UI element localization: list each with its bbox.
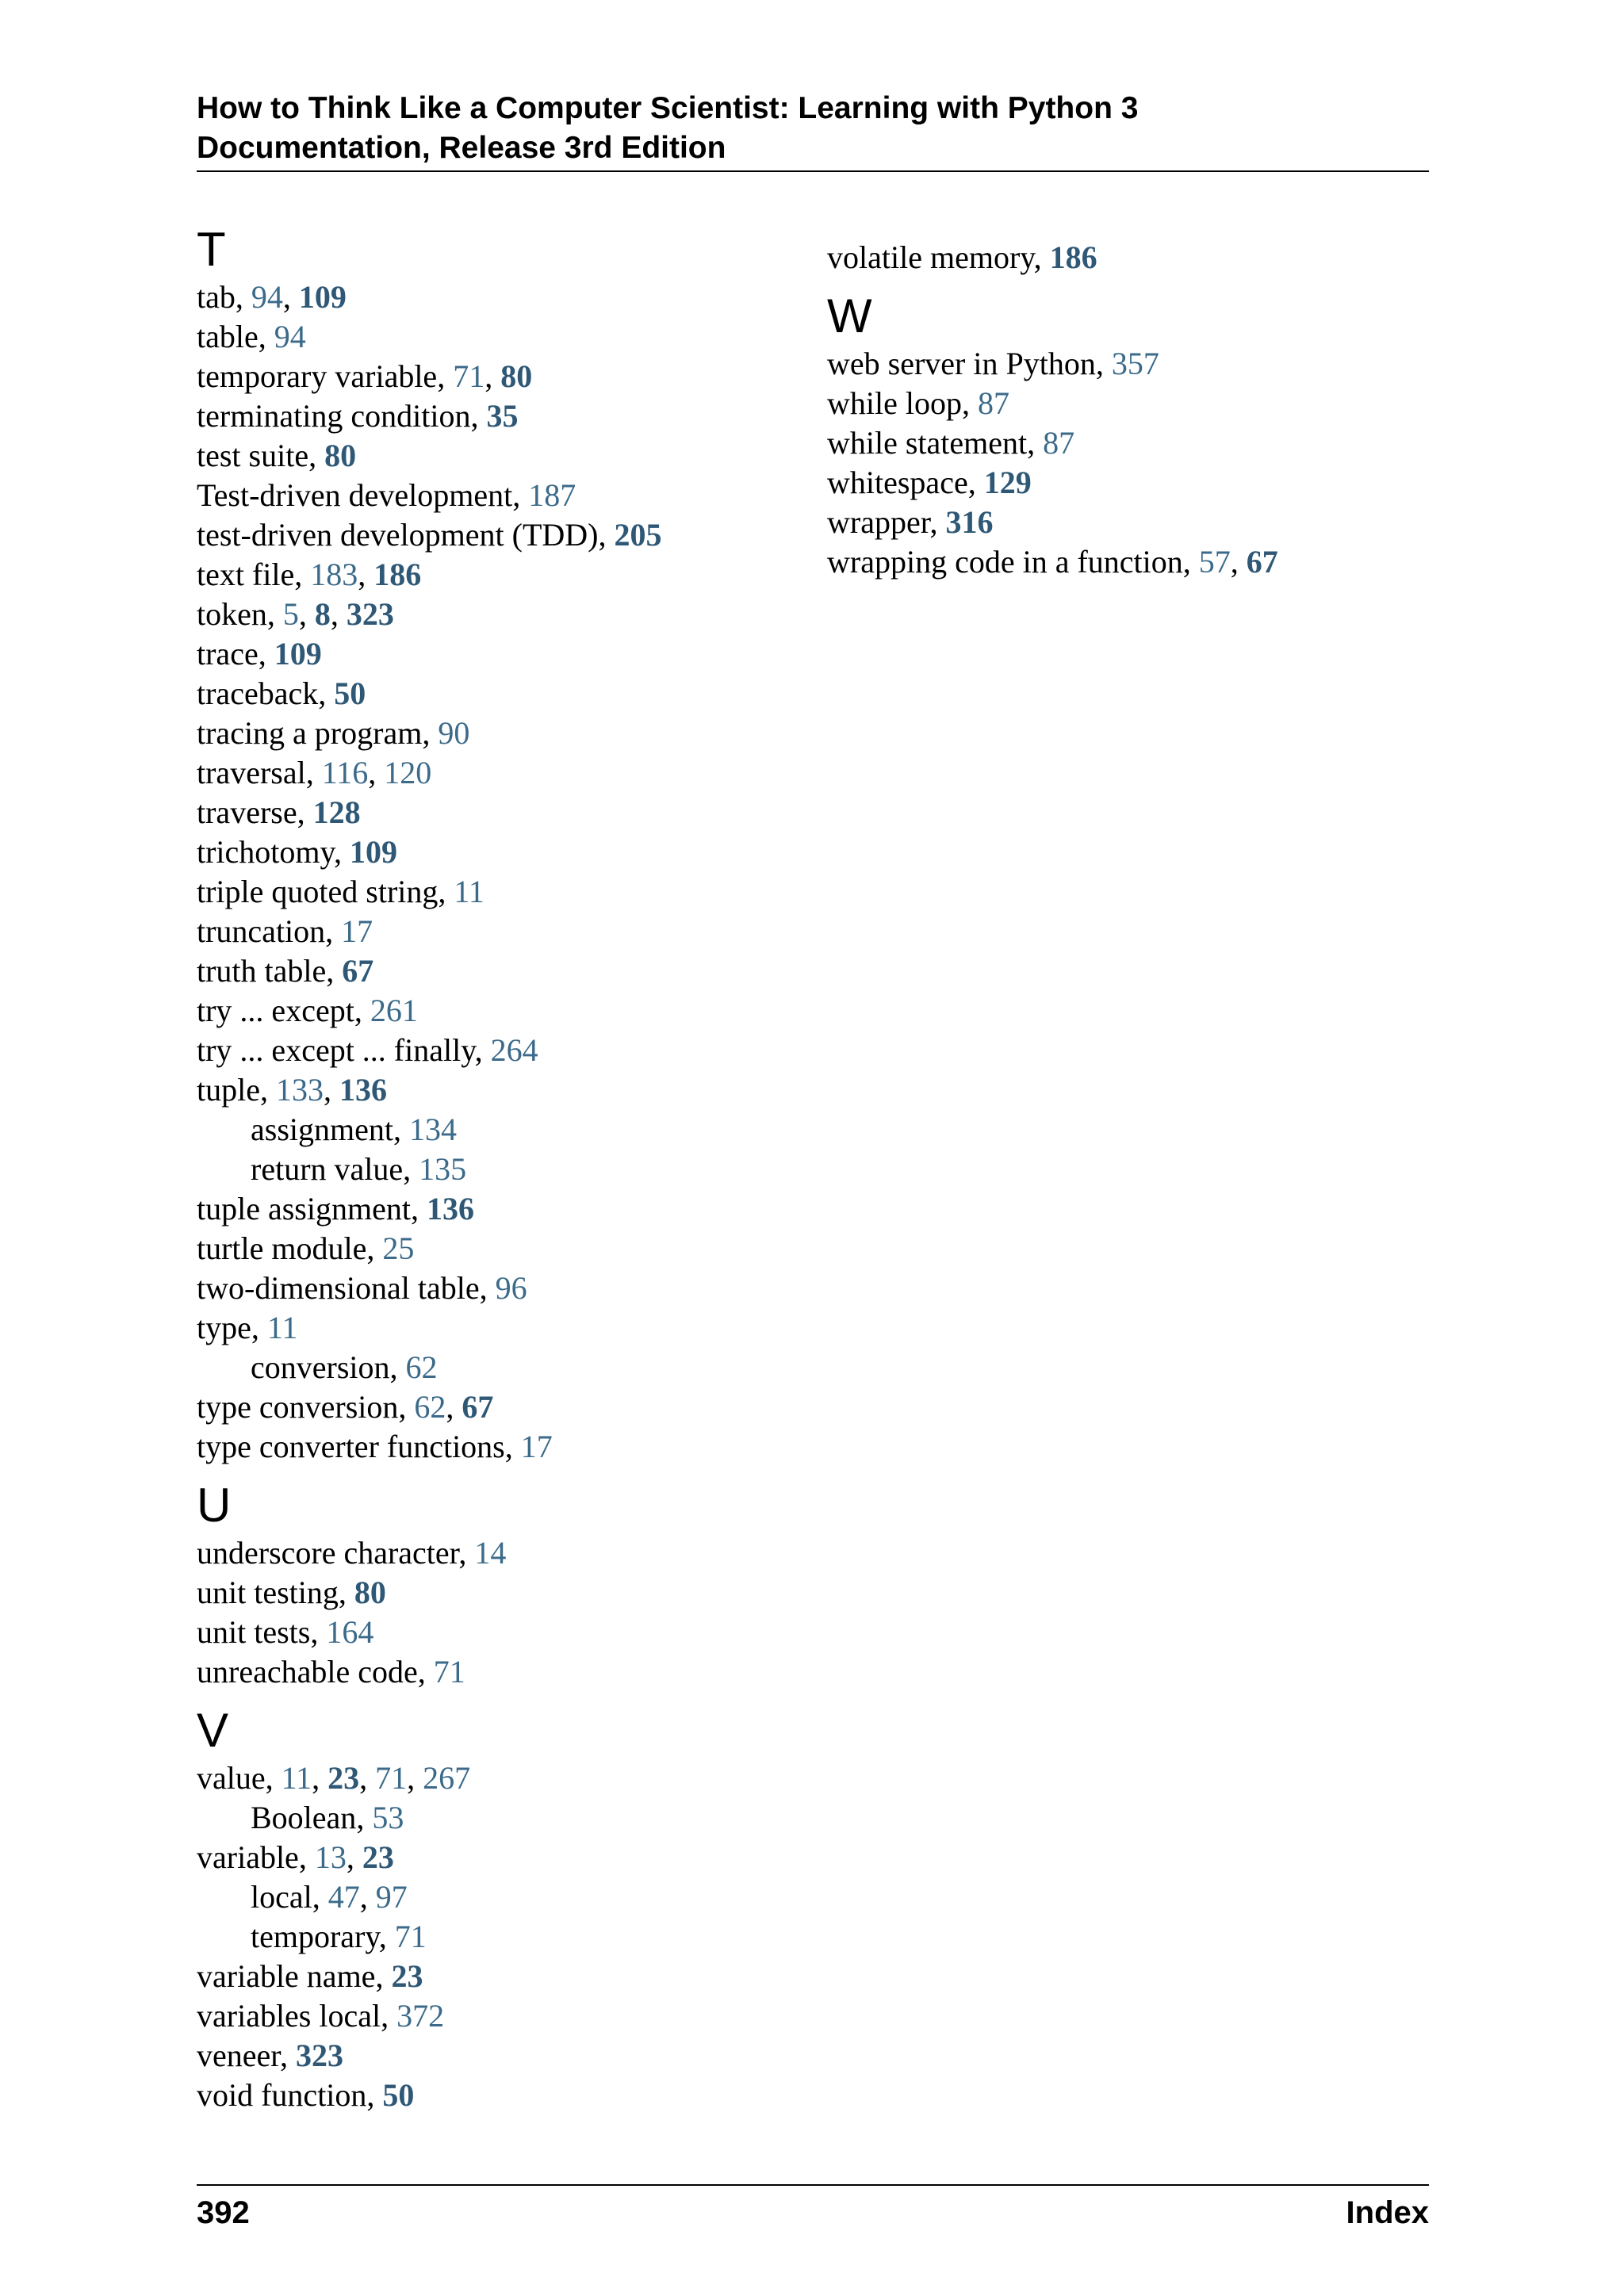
index-entry: test suite, 80 (197, 438, 357, 473)
page-link[interactable]: 133 (275, 1072, 324, 1108)
index-entry: volatile memory, 186 (827, 239, 1097, 275)
index-term: truncation (197, 913, 326, 949)
index-entry: trace, 109 (197, 636, 322, 672)
index-term: traceback (197, 675, 319, 711)
index-term: unreachable code (197, 1654, 418, 1689)
index-entry: variables local, 372 (197, 1998, 445, 2034)
index-term: whitespace (827, 465, 968, 500)
page-link[interactable]: 135 (419, 1151, 467, 1187)
page-link[interactable]: 183 (310, 557, 358, 592)
page-link[interactable]: 62 (405, 1349, 438, 1385)
index-entry: test-driven development (TDD), 205 (197, 517, 662, 553)
index-entry: tab, 94, 109 (197, 279, 347, 315)
index-term: test suite (197, 438, 309, 473)
index-term: table (197, 319, 259, 354)
page-link[interactable]: 67 (462, 1389, 494, 1425)
index-entry-list (197, 277, 799, 1467)
page-link[interactable]: 109 (349, 834, 397, 870)
index-entry: variable name, 23 (197, 1958, 423, 1994)
page-link[interactable]: 53 (372, 1800, 404, 1835)
index-term: return value (251, 1151, 404, 1187)
index-entry: traversal, 116, 120 (197, 755, 432, 790)
page-link[interactable]: 17 (520, 1429, 553, 1464)
index-term: triple quoted string (197, 874, 439, 909)
index-subentry: return value, 135 (251, 1151, 467, 1187)
index-entry: void function, 50 (197, 2077, 415, 2113)
index-section (197, 1478, 799, 1692)
page-link[interactable]: 128 (312, 794, 361, 830)
page-link[interactable]: 80 (324, 438, 357, 473)
running-footer (197, 2193, 1429, 2233)
page-link[interactable]: 109 (298, 279, 347, 315)
page-link[interactable]: 323 (295, 2038, 343, 2073)
index-entry: truth table, 67 (197, 953, 374, 989)
page-link[interactable]: 357 (1111, 346, 1159, 381)
index-term: void function (197, 2077, 367, 2113)
page-link[interactable]: 264 (490, 1032, 538, 1068)
index-term: wrapper (827, 504, 930, 540)
page-link[interactable]: 96 (495, 1270, 527, 1306)
index-section (197, 222, 799, 1467)
index-entry: web server in Python, 357 (827, 346, 1159, 381)
index-entry: truncation, 17 (197, 913, 373, 949)
page-link[interactable]: 5 (282, 596, 299, 632)
index-entry: unreachable code, 71 (197, 1654, 465, 1689)
page-number: 392 (197, 2195, 250, 2230)
index-term: Test-driven development (197, 477, 513, 513)
page-link[interactable]: 267 (423, 1760, 471, 1796)
header-rule (197, 170, 1429, 172)
header-title-line-2: Documentation, Release 3rd Edition (197, 131, 726, 165)
page-link[interactable]: 62 (414, 1389, 446, 1425)
index-entry-list (197, 1758, 799, 2115)
index-term: assignment (251, 1112, 393, 1147)
page-link[interactable]: 129 (983, 465, 1032, 500)
index-entry: unit testing, 80 (197, 1575, 386, 1610)
index-entry: terminating condition, 35 (197, 398, 519, 434)
page-link[interactable]: 8 (314, 596, 331, 632)
index-term: while statement (827, 425, 1028, 461)
index-subentry: conversion, 62 (251, 1349, 438, 1385)
index-term: try ... except (197, 993, 354, 1028)
index-term: token (197, 596, 267, 632)
page-link[interactable]: 116 (321, 755, 369, 790)
page-link[interactable]: 57 (1198, 544, 1231, 580)
running-header (197, 89, 1429, 168)
index-subentry: assignment, 134 (251, 1112, 457, 1147)
header-title-line-1: How to Think Like a Computer Scientist: Learning with Python 3 (197, 91, 1139, 125)
index-term: while loop (827, 385, 962, 421)
index-entry: token, 5, 8, 323 (197, 596, 394, 632)
page-link[interactable]: 187 (528, 477, 576, 513)
index-column-left (197, 222, 799, 2126)
page-link[interactable]: 17 (341, 913, 373, 949)
page-link[interactable]: 23 (362, 1839, 394, 1875)
index-term: trichotomy (197, 834, 334, 870)
index-letter-heading: W (827, 289, 872, 342)
page-link[interactable]: 67 (1246, 544, 1278, 580)
page-link[interactable]: 87 (1043, 425, 1075, 461)
index-term: conversion (251, 1349, 390, 1385)
index-entry: type conversion, 62, 67 (197, 1389, 494, 1425)
index-section (197, 1703, 799, 2115)
page-link[interactable]: 11 (454, 874, 485, 909)
page-link[interactable]: 87 (977, 385, 1009, 421)
page-link[interactable]: 71 (375, 1760, 408, 1796)
page-link[interactable]: 80 (500, 358, 533, 394)
page-link[interactable]: 136 (426, 1191, 474, 1226)
index-entry: traverse, 128 (197, 794, 361, 830)
index-entry: traceback, 50 (197, 675, 366, 711)
page-link[interactable]: 316 (945, 504, 994, 540)
page-link[interactable]: 11 (266, 1310, 298, 1345)
index-term: tuple assignment (197, 1191, 411, 1226)
index-entry: underscore character, 14 (197, 1535, 507, 1571)
index-entry: Test-driven development, 187 (197, 477, 576, 513)
index-entry: try ... except ... finally, 264 (197, 1032, 538, 1068)
page-link[interactable]: 97 (375, 1879, 408, 1915)
page-link[interactable]: 11 (281, 1760, 312, 1796)
index-entry: value, 11, 23, 71, 267 (197, 1760, 471, 1796)
index-term: tab (197, 279, 236, 315)
index-entry: type converter functions, 17 (197, 1429, 553, 1464)
page-link[interactable]: 47 (327, 1879, 360, 1915)
index-term: veneer (197, 2038, 280, 2073)
page-link[interactable]: 35 (486, 398, 519, 434)
index-term: tracing a program (197, 715, 423, 751)
index-entry: try ... except, 261 (197, 993, 418, 1028)
page-link[interactable]: 372 (396, 1998, 445, 2034)
index-entry: tuple assignment, 136 (197, 1191, 474, 1226)
page-link[interactable]: 13 (314, 1839, 347, 1875)
index-term: variables local (197, 1998, 381, 2034)
page-link[interactable]: 25 (382, 1230, 415, 1266)
index-term: value (197, 1760, 266, 1796)
page-link[interactable]: 323 (346, 596, 394, 632)
index-term: wrapping code in a function (827, 544, 1183, 580)
index-term: temporary variable (197, 358, 438, 394)
page-link[interactable]: 67 (342, 953, 374, 989)
index-entry: wrapping code in a function, 57, 67 (827, 544, 1278, 580)
index-term: tuple (197, 1072, 260, 1108)
page-link[interactable]: 186 (1049, 239, 1097, 275)
index-term: try ... except ... finally (197, 1032, 475, 1068)
page-link[interactable]: 205 (614, 517, 662, 553)
index-entry: unit tests, 164 (197, 1614, 374, 1650)
index-section (827, 238, 1430, 277)
index-term: variable name (197, 1958, 376, 1994)
index-entry: table, 94 (197, 319, 306, 354)
index-term: test-driven development (TDD) (197, 517, 599, 553)
index-entry-list (197, 1533, 799, 1692)
index-term: unit tests (197, 1614, 311, 1650)
index-entry: whitespace, 129 (827, 465, 1032, 500)
index-term: local (251, 1879, 312, 1915)
index-term: text file (197, 557, 295, 592)
index-entry: while loop, 87 (827, 385, 1009, 421)
page-link[interactable]: 94 (251, 279, 283, 315)
footer-rule (197, 2184, 1429, 2186)
index-entry-list (827, 344, 1430, 582)
index-term: underscore character (197, 1535, 459, 1571)
page-link[interactable]: 94 (274, 319, 306, 354)
index-entry: veneer, 323 (197, 2038, 343, 2073)
index-entry: while statement, 87 (827, 425, 1075, 461)
index-entry: tuple, 133, 136 (197, 1072, 387, 1108)
index-letter-heading: U (197, 1479, 232, 1532)
index-term: web server in Python (827, 346, 1096, 381)
index-entry: type, 11 (197, 1310, 298, 1345)
index-term: trace (197, 636, 259, 672)
page-link[interactable]: 50 (334, 675, 366, 711)
page-link[interactable]: 23 (391, 1958, 423, 1994)
page-link[interactable]: 186 (373, 557, 422, 592)
page-link[interactable]: 134 (408, 1112, 457, 1147)
index-term: two-dimensional table (197, 1270, 480, 1306)
index-subentry: local, 47, 97 (251, 1879, 408, 1915)
page-link[interactable]: 109 (274, 636, 322, 672)
index-entry: turtle module, 25 (197, 1230, 415, 1266)
index-entry: text file, 183, 186 (197, 557, 422, 592)
index-term: traversal (197, 755, 306, 790)
index-column-right (827, 238, 1430, 593)
page-link[interactable]: 23 (327, 1760, 360, 1796)
index-term: traverse (197, 794, 297, 830)
index-entry: variable, 13, 23 (197, 1839, 394, 1875)
page-link[interactable]: 50 (382, 2077, 415, 2113)
index-entry: wrapper, 316 (827, 504, 994, 540)
page-link[interactable]: 90 (438, 715, 470, 751)
page-link[interactable]: 136 (339, 1072, 387, 1108)
index-entry: tracing a program, 90 (197, 715, 470, 751)
index-term: unit testing (197, 1575, 339, 1610)
index-term: terminating condition (197, 398, 471, 434)
page-link[interactable]: 80 (354, 1575, 386, 1610)
page-link[interactable]: 71 (433, 1654, 465, 1689)
page-link[interactable]: 120 (384, 755, 432, 790)
index-subentry: Boolean, 53 (251, 1800, 404, 1835)
index-term: variable (197, 1839, 299, 1875)
index-term: temporary (251, 1919, 379, 1954)
index-section (827, 289, 1430, 582)
page-link[interactable]: 14 (474, 1535, 507, 1571)
index-term: type (197, 1310, 251, 1345)
index-subentry: temporary, 71 (251, 1919, 427, 1954)
index-term: volatile memory (827, 239, 1034, 275)
page-link[interactable]: 71 (453, 358, 485, 394)
page-link[interactable]: 71 (394, 1919, 427, 1954)
index-term: type conversion (197, 1389, 399, 1425)
index-entry: trichotomy, 109 (197, 834, 397, 870)
index-term: Boolean (251, 1800, 357, 1835)
footer-section-title: Index (1346, 2195, 1429, 2230)
page-link[interactable]: 164 (326, 1614, 374, 1650)
index-entry: two-dimensional table, 96 (197, 1270, 527, 1306)
index-letter-heading: V (197, 1704, 229, 1757)
index-term: type converter functions (197, 1429, 505, 1464)
index-term: turtle module (197, 1230, 367, 1266)
index-entry-list (827, 238, 1430, 277)
page-link[interactable]: 261 (370, 993, 418, 1028)
index-letter-heading: T (197, 223, 226, 276)
index-entry: temporary variable, 71, 80 (197, 358, 533, 394)
index-entry: triple quoted string, 11 (197, 874, 485, 909)
index-term: truth table (197, 953, 327, 989)
